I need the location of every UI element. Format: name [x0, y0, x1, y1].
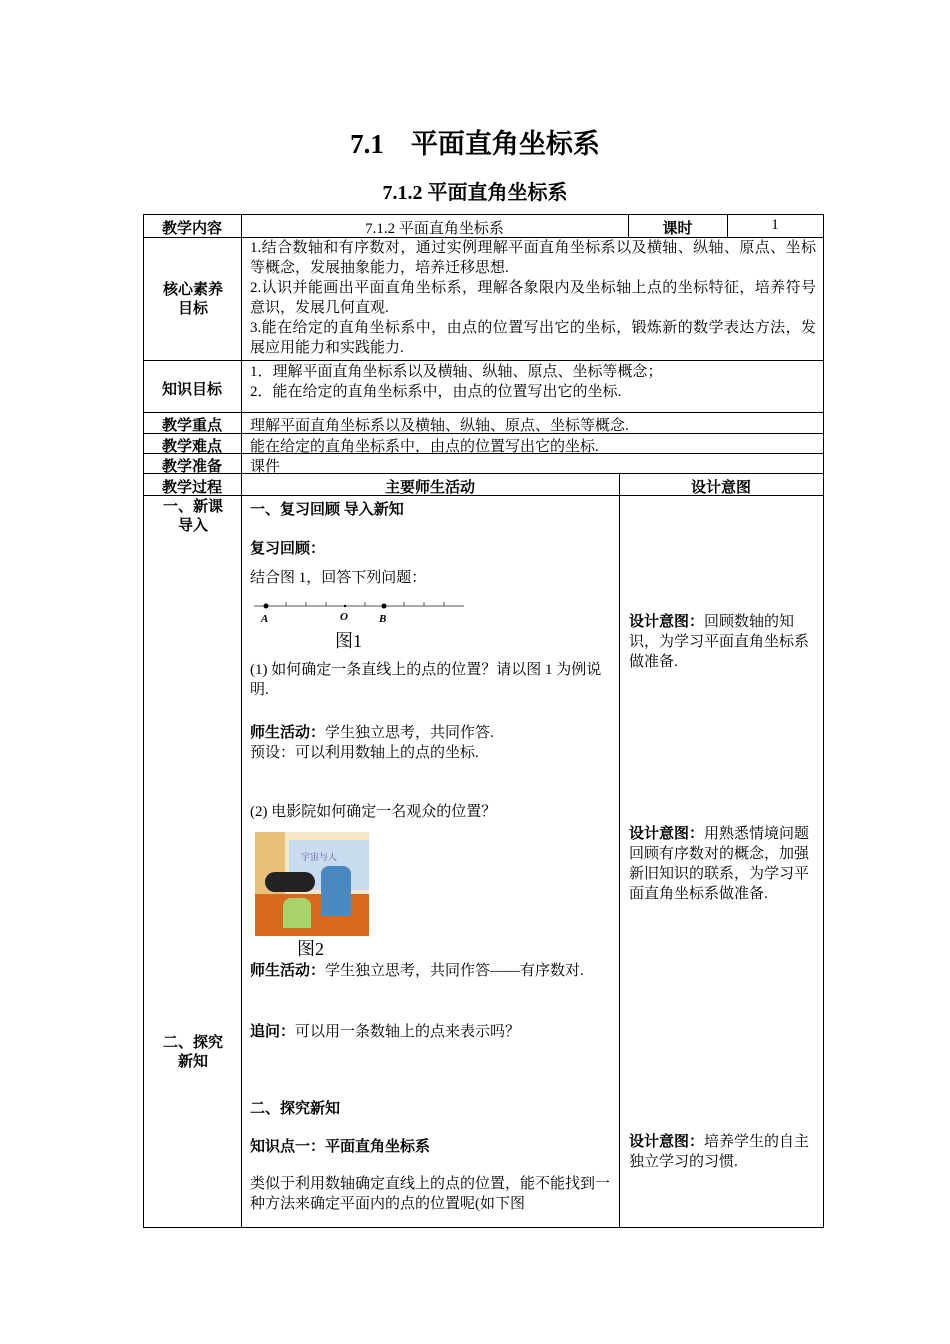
- knowledge-item: 1．理解平面直角坐标系以及横轴、纵轴、原点、坐标等概念；: [250, 364, 663, 380]
- number-line-figure: [250, 596, 470, 626]
- activity-header: 主要师生活动: [384, 480, 475, 496]
- core-item: 1.结合数轴和有序数对，通过实例理解平面直角坐标系以及横轴、纵轴、原点、坐标等概念，发展抽象能力，培养迁移思想.: [250, 240, 816, 276]
- stage-2-label: 二、探究新知: [162, 1035, 223, 1070]
- process-label: 教学过程: [161, 480, 222, 496]
- prep-value: 课件: [250, 459, 281, 475]
- content-value: 7.1.2 平面直角坐标系: [365, 221, 504, 237]
- label-a: A: [261, 613, 269, 625]
- section-1-title: 一、复习回顾 导入新知: [250, 502, 404, 518]
- activity-2-label: 师生活动：: [250, 963, 326, 979]
- stage-1-label: 一、新课导入: [162, 499, 223, 534]
- page-title: 7.1 平面直角坐标系: [350, 129, 600, 159]
- review-label: 复习回顾：: [250, 541, 326, 557]
- intent-3-label: 设计意图：: [629, 1134, 705, 1150]
- intent-3-text: 培养学生的自主独立学习的习惯.: [629, 1134, 810, 1170]
- core-label: 核心素养目标: [162, 282, 223, 317]
- key-label: 教学重点: [161, 418, 222, 434]
- label-o: O: [340, 611, 348, 623]
- intent-2-text: 用熟悉情境问题回顾有序数对的概念，加强新旧知识的联系，为学习平面直角坐标系做准备.: [629, 826, 810, 902]
- knowledge-item: 2．能在给定的直角坐标系中，由点的位置写出它的坐标.: [250, 384, 622, 400]
- activity-1-label: 师生活动：: [250, 725, 326, 741]
- question-1: (1) 如何确定一条直线上的点的位置？请以图 1 为例说明.: [250, 662, 602, 698]
- core-item: 2.认识并能画出平面直角坐标系，理解各象限内及坐标轴上点的坐标特征，培养符号意识，发展几何直观.: [250, 280, 816, 316]
- follow-up-label: 追问：: [250, 1024, 296, 1040]
- knowledge-point-1-text: 类似于利用数轴确定直线上的点的位置，能不能找到一种方法来确定平面内的点的位置呢(如下图: [250, 1176, 611, 1212]
- label-b: B: [379, 613, 387, 625]
- point-b: [382, 604, 387, 609]
- activity-2-text: 学生独立思考，共同作答——有序数对.: [325, 963, 584, 979]
- cinema-sign: 宇宙与人: [301, 852, 338, 862]
- cinema-illustration: [255, 832, 369, 936]
- period-label: 课时: [662, 221, 693, 237]
- difficult-value: 能在给定的直角坐标系中，由点的位置写出它的坐标.: [250, 439, 599, 455]
- content-label: 教学内容: [161, 221, 222, 237]
- knowledge-label: 知识目标: [161, 382, 222, 398]
- review-text: 结合图 1，回答下列问题：: [250, 570, 427, 586]
- activity-1-text: 学生独立思考，共同作答.: [325, 725, 494, 741]
- follow-up-text: 可以用一条数轴上的点来表示吗？: [295, 1024, 521, 1040]
- intent-2-label: 设计意图：: [629, 826, 705, 842]
- point-a: [264, 604, 269, 609]
- intent-1-label: 设计意图：: [629, 614, 705, 630]
- period-value: 1: [771, 217, 779, 233]
- page-subtitle: 7.1.2 平面直角坐标系: [382, 182, 568, 204]
- preset-text: 预设：可以利用数轴上的点的坐标.: [250, 745, 479, 761]
- intent-header: 设计意图: [690, 480, 751, 496]
- knowledge-point-1: 知识点一：平面直角坐标系: [250, 1139, 431, 1155]
- key-value: 理解平面直角坐标系以及横轴、纵轴、原点、坐标等概念.: [250, 418, 629, 434]
- question-2: (2) 电影院如何确定一名观众的位置？: [250, 804, 497, 820]
- intent-1-text: 回顾数轴的知识，为学习平面直角坐标系做准备.: [629, 614, 810, 670]
- point-o: [344, 605, 346, 607]
- figure-2-caption: 图2: [297, 939, 324, 959]
- prep-label: 教学准备: [161, 459, 222, 475]
- difficult-label: 教学难点: [161, 439, 222, 455]
- figure-1-caption: 图1: [335, 631, 362, 651]
- core-item: 3.能在给定的直角坐标系中，由点的位置写出它的坐标，锻炼新的数学表达方法，发展应用能力和实践能力.: [250, 320, 816, 356]
- section-2-title: 二、探究新知: [250, 1101, 341, 1117]
